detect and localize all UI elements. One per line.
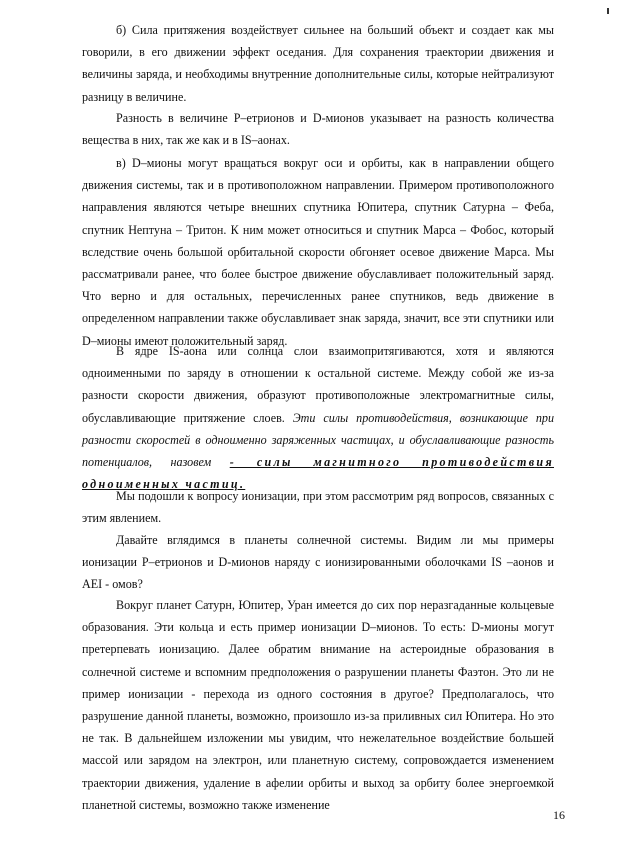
magnetic-counteraction-term: - силы магнитного противодействия одноименных частиц. [82, 455, 554, 492]
paragraph-planets-question: Давайте вглядимся в планеты солнечной системы. Видим ли мы примеры ионизации P–етрионов и D-мионов наряду с ионизированными оболочками IS –аонов и AEI - омов? [82, 533, 554, 592]
paragraph-ionization-intro: Мы подошли к вопросу ионизации, при этом рассмотрим ряд вопросов, связанных с этим явлением. [82, 489, 554, 526]
paragraph-core-layers [82, 340, 554, 495]
paragraph-rings-and-phaeton: Вокруг планет Сатурн, Юпитер, Уран имеется до сих пор неразгаданные кольцевые образования. Эти кольца и есть пример ионизации D–мионов. То есть: D-мионы могут претерпевать ионизацию. Далее обратим внимание на астероидные образования в солнечной системе и вспомним предположения о разрушении планеты Фаэтон. Это ли не пример ионизации - перехода из одного состояния в другое? Предполагалось, что разрушение данной планеты, возможно, произошло из-за приливных сил Юпитера. Но это не так. В дальнейшем изложении мы увидим, что нежелательное воздействие большей массой или зарядом на электрон, или планетную систему, сопровождается изменением траектории движения, удаление в афелии орбиты и выход за орбиту более энергоемкой планетной системы, возможно также изменение [82, 598, 554, 812]
paragraph-b-attraction-force: б) Сила притяжения воздействует сильнее на больший объект и создает как мы говорили, в его движении эффект оседания. Для сохранения траектории движения и величины заряда, и необходимы внутренние дополнительные силы, которые нейтрализуют разницу в величине. [82, 23, 554, 104]
scan-mark [607, 8, 609, 14]
paragraph-v-rotation-direction: в) D–мионы могут вращаться вокруг оси и орбиты, как в направлении общего движения системы, так и в противоположном направлении. Примером противоположного направления являются четыре внешних спутника Юпитера, спутник Сатурна – Феба, спутник Нептуна – Тритон. К ним может относиться и спутник Марса – Фобос, который вследствие очень большой орбитальной скорости обгоняет осевое движение Марса. Мы рассматривали ранее, что более быстрое движение обуславливает положительный заряд. Что верно и для остальных, перечисленных ранее спутников, ведь движение в определенном направлении также обуславливает знак заряда, значит, все эти спутники или D–мионы имеют положительный заряд. [82, 156, 554, 348]
paragraph-mass-difference: Разность в величине P–етрионов и D-мионов указывает на разность количества вещества в них, так же как и в IS–аонах. [82, 111, 554, 148]
page-number: 16 [553, 808, 565, 822]
paragraph-core-layers-text: В ядре IS-аона или солнца слои взаимопритягиваются, хотя и являются одноименными по заряду в отношении к остальной системе. Между собой же из-за разности скорости движения, образуют противоположные электромагнитные силы, обуславливающие притяжение слоев. [82, 344, 554, 425]
paragraph-core-layers-italic: Эти силы противодействия, возникающие при разности скоростей в одноименно заряженных частицах, и обуславливающие разность потенциалов, назовем [82, 410, 554, 470]
